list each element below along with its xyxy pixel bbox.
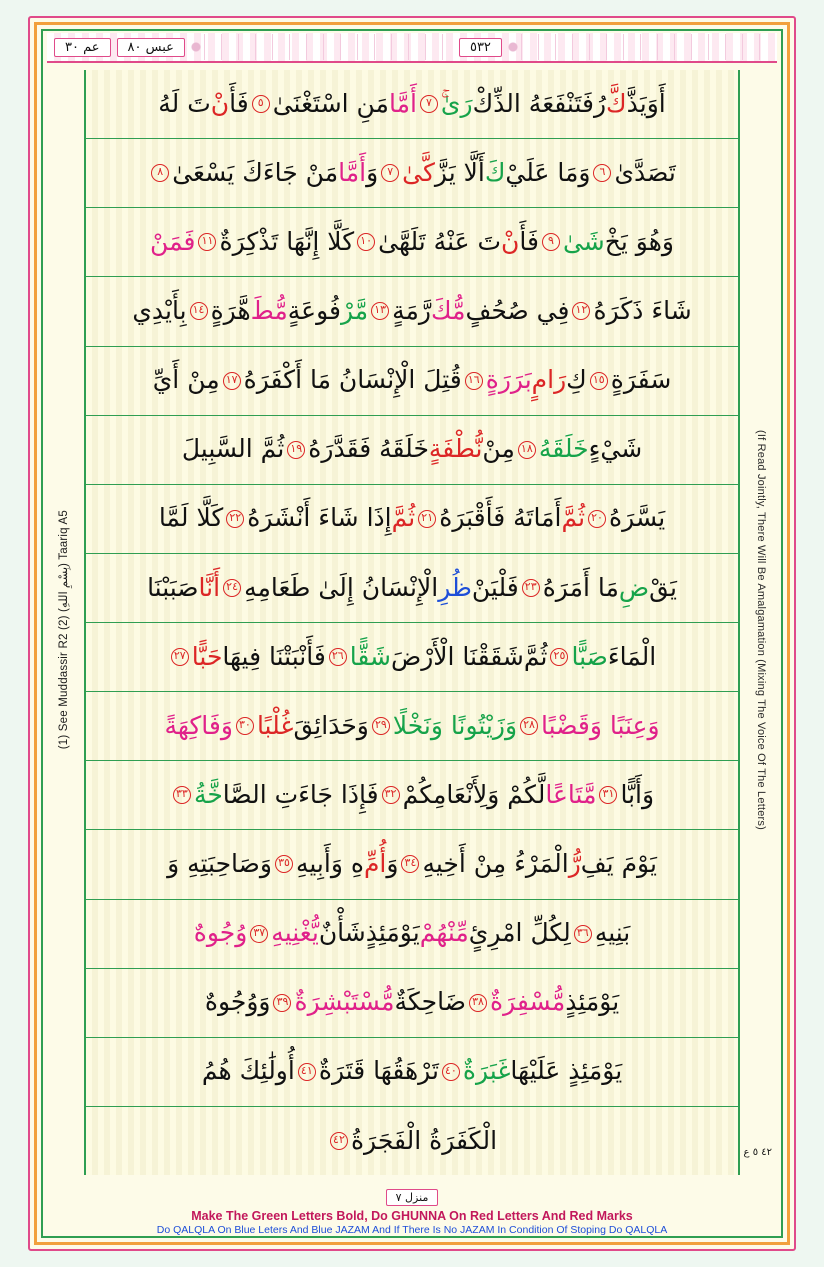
ayah-text-segment: أَمَّا	[388, 88, 417, 118]
ayah-number: ٣٤	[401, 855, 419, 873]
surah-label: عبس ٨٠	[117, 38, 185, 57]
ayah-number: ١٨	[518, 441, 536, 459]
header-ornament-left	[188, 34, 456, 60]
ayah-text-segment: خَلَقَهُ فَقَدَّرَهُ	[308, 434, 429, 464]
ayah-text-segment: فَإِذَا جَاءَتِ الصَّا	[222, 779, 379, 809]
ayah-text-segment: وَهُوَ يَخْ	[604, 226, 674, 256]
ayah-number: ٢٧	[171, 648, 189, 666]
ayah-text-segment: مُّسْفِرَةٌ	[489, 987, 566, 1017]
ayah-text-segment: خَلَقَهُ	[538, 434, 589, 464]
ayah-line	[86, 70, 738, 139]
ayah-number: ٢٦	[329, 648, 347, 666]
right-note-text: (If Read Jointly, There Will Be Amalgamation (Mixing The Voice Of The Letters)	[754, 429, 767, 830]
ayah-line	[86, 416, 738, 485]
ayah-text-segment: شَيْءٍ	[588, 434, 643, 464]
ayah-text-segment: فَأَ	[229, 88, 249, 118]
manzil-label: منزل ٧	[386, 1189, 439, 1206]
ayah-number: ٣٠	[236, 717, 254, 735]
ayah-text-segment: رَىٰ	[440, 88, 473, 118]
ayah-line	[86, 139, 738, 208]
ayah-text-segment: مَنْ جَاءَكَ يَسْعَىٰ	[172, 157, 339, 187]
ayah-text-segment: كِ	[566, 365, 587, 395]
ayah-text-segment: يُّغْنِيهِ	[271, 918, 319, 948]
ayah-text-segment: هِ وَأَبِيهِ	[295, 849, 364, 879]
ayah-number: ٣٨	[469, 994, 487, 1012]
ayah-text-segment: بِأَيْدِي	[132, 296, 187, 326]
ruku-mark: ٥ ٤٢ ع	[743, 1147, 772, 1158]
ayah-number: ١٤	[190, 302, 208, 320]
ayah-text-segment: ثُمَّ السَّبِيلَ	[181, 434, 285, 464]
ayah-text-segment: ثُمَّ	[391, 503, 416, 533]
ayah-text-segment: كَلَّا إِنَّهَا تَذْكِرَةٌ	[219, 226, 355, 256]
ayah-text-segment: حَبًّا	[191, 641, 223, 671]
ayah-text-segment: ضَاحِكَةٌ	[394, 987, 466, 1017]
ayah-text-segment: ثُمَّ	[523, 641, 548, 671]
ayah-text-segment: صَبًّا	[571, 641, 608, 671]
ayah-text-segment: فَلْيَنْ	[471, 572, 519, 602]
ayah-text-segment: بَرَرَةٍ	[485, 365, 532, 395]
ayah-number: ٣١	[599, 786, 617, 804]
ayah-text-segment: الْمَاءَ	[607, 641, 657, 671]
ayah-text-segment: وَصَاحِبَتِهِ وَ	[167, 849, 272, 879]
ayah-number: ٢٥	[550, 648, 568, 666]
header-ornament-right	[505, 34, 773, 60]
ayah-number: ٤١	[298, 1063, 316, 1081]
ayah-number: ٧	[420, 95, 438, 113]
ayah-number: ١٦	[465, 372, 483, 390]
ayah-text-segment: يَقْ	[649, 572, 677, 602]
ayah-text-segment: مُّكَ	[431, 296, 466, 326]
right-note-rail	[743, 70, 777, 1189]
ayah-text-segment: الْمَرْءُ مِنْ أَخِيهِ	[422, 849, 569, 879]
ayah-text-segment: أَنَّا	[198, 572, 221, 602]
page-header	[47, 33, 777, 63]
ayah-line	[86, 692, 738, 761]
ayah-number: ٢٩	[372, 717, 390, 735]
ayah-text-segment: وَ	[366, 157, 379, 187]
ayah-text-segment: مَّتَاعًا	[545, 779, 597, 809]
ayah-text-segment: بَنِيهِ	[594, 918, 631, 948]
ayah-number: ٧	[381, 164, 399, 182]
ayah-number: ٥	[252, 95, 270, 113]
ayah-text-segment: فُوعَةٍ	[287, 296, 341, 326]
ayah-text-segment: نْ	[501, 226, 520, 256]
ayah-text-segment: ثُمَّ	[561, 503, 586, 533]
ayah-text-segment: لَّكُمْ وَلِأَنْعَامِكُمْ	[402, 779, 546, 809]
ayah-text-block	[84, 70, 740, 1175]
ayah-text-segment: كَّ	[606, 88, 627, 118]
ayah-number: ٨	[151, 164, 169, 182]
ayah-text-segment: مَّرْ	[340, 296, 369, 326]
ayah-number: ٣٦	[574, 925, 592, 943]
ayah-line	[86, 277, 738, 346]
ayah-text-segment: أَمَاتَهُ فَأَقْبَرَهُ	[439, 503, 562, 533]
ayah-text-segment: شَقًّا	[349, 641, 391, 671]
ayah-number: ٣٣	[173, 786, 191, 804]
ayah-text-segment: الْكَفَرَةُ الْفَجَرَةُ	[350, 1125, 498, 1155]
ayah-number: ١٣	[371, 302, 389, 320]
ayah-number: ١٩	[287, 441, 305, 459]
ayah-number: ٤٠	[442, 1063, 460, 1081]
ayah-text-segment: رُّ	[568, 849, 581, 879]
ayah-number: ١٥	[590, 372, 608, 390]
ayah-number: ١١	[198, 233, 216, 251]
ayah-text-segment: كَ	[484, 157, 506, 187]
ayah-text-segment: كَّىٰ	[402, 157, 435, 187]
ayah-number: ٢٢	[226, 510, 244, 528]
ayah-text-segment: ضِ	[618, 572, 650, 602]
left-footnote-text: (1) See Muddassir R2 (2) (بِسْمِ اللهِ) Taariq A5	[57, 509, 70, 750]
ayah-text-segment: تَصَدَّىٰ	[614, 157, 676, 187]
ayah-text-segment: وَأَبًّا	[620, 779, 655, 809]
ayah-line	[86, 761, 738, 830]
footer-note-blue: Do QALQLA On Blue Leters And Blue JAZAM And If There Is No JAZAM In Condition Of Stoping Do QALQLA	[156, 1224, 668, 1237]
ayah-text-segment: يَوْمَ يَفِ	[580, 849, 657, 879]
ayah-text-segment: هَّرَةٍ	[210, 296, 251, 326]
ayah-text-segment: نْ	[210, 88, 230, 118]
ayah-text-segment: أُولَٰئِكَ هُمُ	[201, 1056, 295, 1086]
ayah-text-segment: يَوْمَئِذٍ	[365, 918, 420, 948]
ayah-text-segment: وَزَيْتُونًا وَنَخْلًا	[392, 710, 518, 740]
ayah-text-segment: غَبَرَةٌ	[462, 1056, 511, 1086]
ayah-number: ٣٢	[382, 786, 400, 804]
ayah-text-segment: خَّةُ	[193, 779, 223, 809]
ayah-text-segment: غُلْبًا	[256, 710, 294, 740]
ayah-text-segment: أُمِّ	[363, 849, 387, 879]
ayah-line	[86, 623, 738, 692]
ayah-text-segment: فَمَنْ	[150, 226, 196, 256]
ayah-number: ٢٤	[223, 579, 241, 597]
left-footnote-rail	[47, 70, 81, 1189]
ayah-number: ١٧	[223, 372, 241, 390]
ayah-text-segment: ظُرِ	[438, 572, 472, 602]
ayah-text-segment: قُتِلَ الْإِنْسَانُ مَا أَكْفَرَهُ	[243, 365, 462, 395]
ayah-text-segment: رَامٍ	[531, 365, 567, 395]
ayah-text-segment: مُّسْتَبْشِرَةٌ	[294, 987, 395, 1017]
ayah-text-segment: يَسَّرَهُ	[609, 503, 666, 533]
ayah-number: ١٢	[572, 302, 590, 320]
ayah-text-segment: وَمَا عَلَيْ	[505, 157, 591, 187]
ayah-line	[86, 1038, 738, 1107]
ayah-line	[86, 969, 738, 1038]
ayah-text-segment: أَلَّا يَزَّ	[434, 157, 485, 187]
ayah-number: ٣٧	[250, 925, 268, 943]
ayah-text-segment: إِذَا شَاءَ أَنْشَرَهُ	[247, 503, 392, 533]
ayah-line	[86, 830, 738, 899]
ayah-text-segment: فِي صُحُفٍ	[465, 296, 570, 326]
ayah-text-segment: شَأْنٌ	[318, 918, 366, 948]
ayah-line	[86, 554, 738, 623]
ayah-number: ٣٩	[273, 994, 291, 1012]
ayah-number: ٢٨	[520, 717, 538, 735]
ayah-text-segment: فَأَ	[519, 226, 539, 256]
ayah-text-segment: تَرْهَقُهَا قَتَرَةٌ	[318, 1056, 439, 1086]
ayah-line	[86, 347, 738, 416]
ayah-text-segment: وُجُوهٌ	[193, 918, 248, 948]
ayah-text-segment: وَفَاكِهَةً	[164, 710, 233, 740]
ayah-text-segment: لِكُلِّ امْرِئٍ	[468, 918, 571, 948]
ayah-text-segment: كَلَّا لَمَّا	[158, 503, 224, 533]
ayah-text-segment: وَعِنَبًا وَقَضْبًا	[541, 710, 660, 740]
ayah-text-segment: رُفَتَنْفَعَهُ الذِّكْ	[472, 88, 607, 118]
ayah-number: ٣٥	[275, 855, 293, 873]
ayah-line	[86, 1107, 738, 1175]
ayah-text-segment: وَ	[386, 849, 399, 879]
ayah-text-segment: شَاءَ ذَكَرَهُ	[593, 296, 692, 326]
ayah-text-segment: سَفَرَةٍ	[610, 365, 672, 395]
ayah-text-segment: يَوْمَئِذٍ عَلَيْهَا	[510, 1056, 623, 1086]
ayah-number: ٢٠	[588, 510, 606, 528]
page-number: ٥٣٢	[459, 38, 502, 57]
ayah-line	[86, 485, 738, 554]
ayah-text-segment: صَبَبْنَا	[147, 572, 199, 602]
ayah-text-segment: مَا أَمَرَهُ	[542, 572, 619, 602]
ayah-text-segment: تَ عَنْهُ تَلَهَّىٰ	[378, 226, 502, 256]
ayah-number: ٢١	[418, 510, 436, 528]
ayah-text-segment: مِنْ أَيِّ	[152, 365, 220, 395]
ayah-text-segment: وَوُجُوهٌ	[204, 987, 271, 1017]
ayah-text-segment: مَنِ اسْتَغْنَىٰ	[272, 88, 389, 118]
ayah-text-segment: مِّنْهُمْ	[419, 918, 469, 948]
ayah-text-segment: رَّمَةٍ	[392, 296, 432, 326]
ayah-text-segment: شَىٰ	[562, 226, 605, 256]
ayah-line	[86, 900, 738, 969]
para-label: عم ٣٠	[54, 38, 111, 57]
ayah-number: ٦	[593, 164, 611, 182]
ayah-number: ٤٢	[330, 1132, 348, 1150]
ayah-text-segment: شَقَقْنَا الْأَرْضَ	[390, 641, 524, 671]
ayah-number: ٩	[542, 233, 560, 251]
ayah-text-segment: وَحَدَائِقَ	[293, 710, 369, 740]
ayah-text-segment: يَوْمَئِذٍ	[565, 987, 620, 1017]
ayah-text-segment: نُّطْفَةٍ	[428, 434, 483, 464]
ayah-text-segment: أَمَّا	[338, 157, 367, 187]
footer-note-green: Make The Green Letters Bold, Do GHUNNA On Red Letters And Red Marks	[191, 1209, 633, 1223]
ayah-text-segment: الْإِنْسَانُ إِلَىٰ طَعَامِهِ	[244, 572, 439, 602]
ayah-text-segment: تَ لَهُ	[158, 88, 211, 118]
ayah-text-segment: أَوَيَذَّ	[626, 88, 666, 118]
ayah-number: ١٠	[357, 233, 375, 251]
ayah-text-segment: مُّطَ	[250, 296, 288, 326]
ayah-text-segment: فَأَنْبَتْنَا فِيهَا	[222, 641, 326, 671]
ayah-text-segment: مِنْ	[482, 434, 515, 464]
ayah-line	[86, 208, 738, 277]
ayah-number: ٢٣	[522, 579, 540, 597]
page-footer	[47, 1186, 777, 1237]
